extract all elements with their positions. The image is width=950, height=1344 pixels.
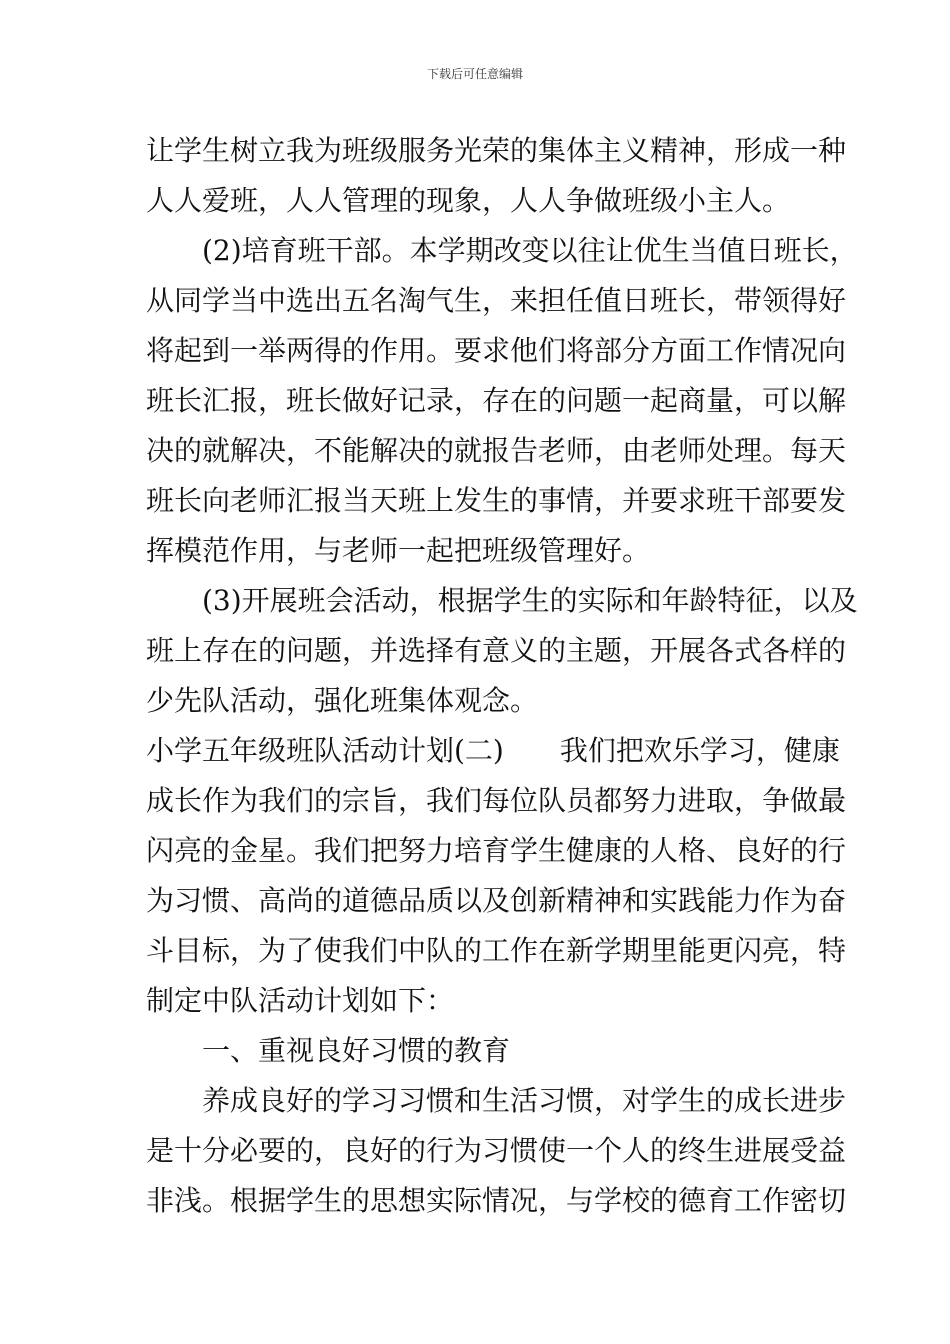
text-line: 成长作为我们的宗旨，我们每位队员都努力进取，争做最 [146, 784, 847, 817]
text-line: 班上存在的问题，并选择有意义的主题，开展各式各样的 [146, 634, 847, 667]
text-line: 从同学当中选出五名淘气生，来担任值日班长，带领得好 [146, 284, 847, 317]
section-title: 小学五年级班队活动计划(二) [146, 734, 504, 767]
text-line: 是十分必要的，良好的行为习惯使一个人的终生进展受益 [146, 1134, 847, 1167]
text-run: 我们把欢乐学习，健康 [559, 734, 840, 767]
document-body [146, 126, 858, 1226]
text-line: 班长向老师汇报当天班上发生的事情，并要求班干部要发 [146, 484, 847, 517]
text-line: 少先队活动，强化班集体观念。 [146, 684, 539, 717]
page-header: 下载后可任意编辑 [426, 67, 523, 81]
text-line: 班长汇报，班长做好记录，存在的问题一起商量，可以解 [146, 384, 847, 417]
text-line: 斗目标，为了使我们中队的工作在新学期里能更闪亮，特 [146, 934, 847, 967]
text-line: 让学生树立我为班级服务光荣的集体主义精神，形成一种 [146, 134, 847, 167]
subheading: 一、重视良好习惯的教育 [202, 1034, 511, 1067]
text-line: 养成良好的学习习惯和生活习惯，对学生的成长进步 [202, 1084, 847, 1117]
text-line: 为习惯、高尚的道德品质以及创新精神和实践能力作为奋 [146, 884, 847, 917]
text-line: 闪亮的金星。我们把努力培育学生健康的人格、良好的行 [146, 834, 847, 867]
text-line: 挥模范作用，与老师一起把班级管理好。 [146, 534, 651, 567]
section-title-line [146, 726, 840, 776]
text-line: (2)培育班干部。本学期改变以往让优生当值日班长， [202, 234, 858, 267]
text-line: (3)开展班会活动，根据学生的实际和年龄特征，以及 [202, 584, 858, 617]
text-line: 决的就解决，不能解决的就报告老师，由老师处理。每天 [146, 434, 847, 467]
text-line: 制定中队活动计划如下： [146, 984, 455, 1017]
text-line: 人人爱班，人人管理的现象，人人争做班级小主人。 [146, 184, 791, 217]
text-line: 将起到一举两得的作用。要求他们将部分方面工作情况向 [146, 334, 847, 367]
text-line: 非浅。根据学生的思想实际情况，与学校的德育工作密切 [146, 1184, 847, 1217]
